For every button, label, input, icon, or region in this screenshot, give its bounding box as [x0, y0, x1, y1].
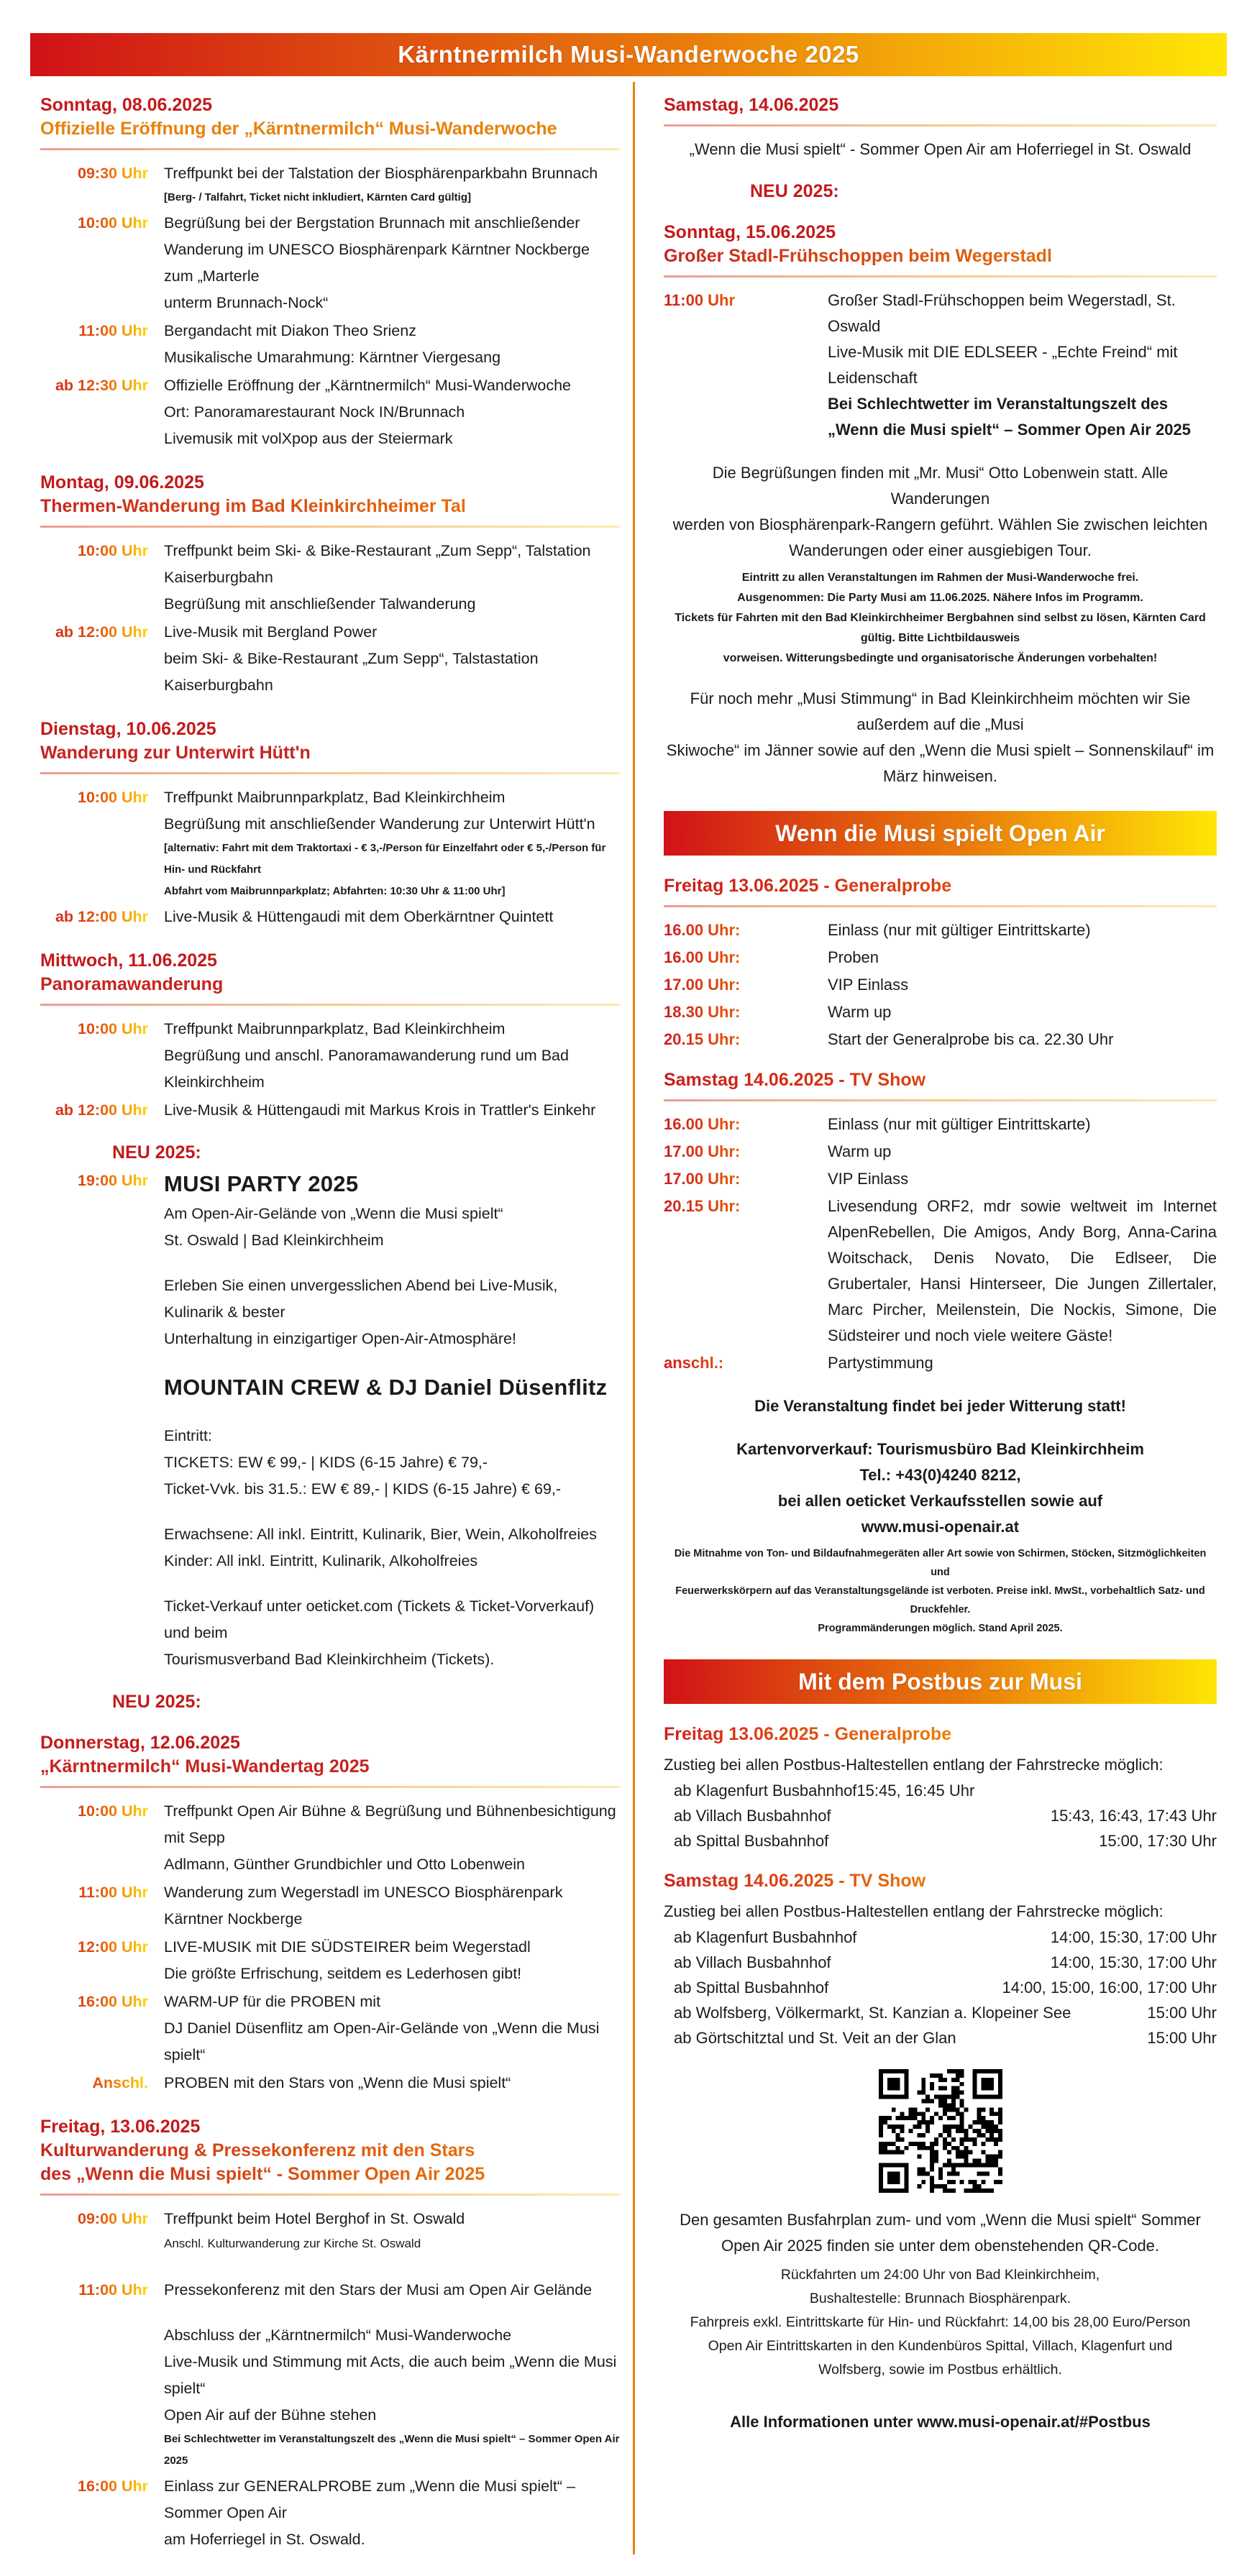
row-line: Die größte Erfrischung, seitdem es Lederhosen gibt!: [164, 1965, 522, 1982]
neu-label: NEU 2025:: [112, 1142, 201, 1163]
day-subtitle: Wanderung zur Unterwirt Hütt'n: [40, 743, 311, 763]
paragraph-line: Wanderungen oder einer ausgiebigen Tour.: [789, 541, 1092, 559]
paragraph-line: bei allen oeticket Verkaufsstellen sowie auf: [777, 1492, 1103, 1510]
bus-stop-times: 14:00, 15:30, 17:00 Uhr: [1050, 1953, 1217, 1971]
day-subtitle: Panoramawanderung: [40, 974, 224, 994]
schedule-row: [664, 1139, 1217, 1165]
time-label: 20.15 Uhr:: [664, 1193, 785, 1349]
row-line: [164, 1352, 620, 1371]
paragraph-line: Kartenvorverkauf: Tourismusbüro Bad Kleinkirchheim: [736, 1440, 1144, 1458]
divider-rule: [40, 1786, 620, 1788]
row-line: TICKETS: EW € 99,- | KIDS (6-15 Jahre) € 79,-: [164, 1454, 488, 1471]
qr-code: [879, 2069, 1002, 2193]
row-line: Bei Schlechtwetter im Veranstaltungszelt des „Wenn die Musi spielt“ – Sommer Open Air 2025: [828, 395, 1191, 439]
paragraph: [664, 460, 1217, 564]
row-lines: [148, 2473, 620, 2553]
schedule-row: [664, 1166, 1217, 1192]
row-line: [164, 1503, 620, 1521]
row-line: Tourismusverband Bad Kleinkirchheim (Tickets).: [164, 1651, 495, 1668]
bus-stop-row: [664, 1828, 1217, 1853]
row-line: Live-Musik und Stimmung mit Acts, die auch beim „Wenn die Musi spielt“: [164, 2353, 617, 2397]
bus-stop-row: [664, 1950, 1217, 1975]
section-banner: [664, 811, 1217, 856]
paragraph-line: Wolfsberg, sowie im Postbus erhältlich.: [818, 2362, 1062, 2378]
row-line: Abfahrt vom Maibrunnparkplatz; Abfahrten: 10:30 Uhr & 11:00 Uhr]: [164, 885, 506, 897]
section-banner-title: Mit dem Postbus zur Musi: [798, 1668, 1082, 1695]
paragraph: [664, 1544, 1217, 1638]
time-label: 16.00 Uhr:: [664, 917, 785, 943]
time-label: 12:00 Uhr: [40, 1934, 148, 1987]
schedule-row: [40, 2070, 620, 2096]
row-line: Warm up: [828, 1003, 892, 1021]
time-label: ab 12:00 Uhr: [40, 904, 148, 930]
row-line: Live-Musik & Hüttengaudi mit dem Oberkärntner Quintett: [164, 908, 554, 925]
subsection-heading: Freitag 13.06.2025 - Generalprobe: [664, 1723, 1217, 1746]
row-line: Treffpunkt beim Ski- & Bike-Restaurant „Zum Sepp“, Talstation Kaiserburgbahn: [164, 542, 591, 586]
time-label: 16:00 Uhr: [40, 2473, 148, 2553]
time-label: 09:00 Uhr: [40, 2206, 148, 2255]
paragraph-line: Für noch mehr „Musi Stimmung“ in Bad Kleinkirchheim möchten wir Sie außerdem auf die „Musi: [690, 689, 1191, 733]
row-line: Ort: Panoramarestaurant Nock IN/Brunnach: [164, 403, 465, 421]
divider-rule: [40, 2194, 620, 2196]
row-line: beim Ski- & Bike-Restaurant „Zum Sepp“, Talstastation Kaiserburgbahn: [164, 650, 539, 694]
row-line: VIP Einlass: [828, 1170, 909, 1188]
bus-stop-times: 15:43, 16:43, 17:43 Uhr: [1050, 1807, 1217, 1825]
row-lines: [148, 2070, 620, 2096]
row-line: MOUNTAIN CREW & DJ Daniel Düsenflitz: [164, 1375, 608, 1400]
day-heading: Sonntag, 08.06.2025: [40, 95, 213, 115]
row-line: Start der Generalprobe bis ca. 22.30 Uhr: [828, 1030, 1114, 1048]
row-line: MUSI PARTY 2025: [164, 1171, 359, 1196]
schedule-row: [40, 160, 620, 208]
row-line: Begrüßung und anschl. Panoramawanderung rund um Bad Kleinkirchheim: [164, 1047, 569, 1091]
time-label: 16.00 Uhr:: [664, 945, 785, 971]
row-line: Begrüßung bei der Bergstation Brunnach mit anschließender: [164, 214, 580, 232]
row-lines: [785, 1350, 1217, 1376]
row-line: Open Air auf der Bühne stehen: [164, 2406, 377, 2424]
paragraph-line: Bushaltestelle: Brunnach Biosphärenpark.: [809, 2291, 1071, 2306]
time-label: 10:00 Uhr: [40, 1016, 148, 1096]
row-lines: [148, 2206, 620, 2255]
paragraph: [664, 1393, 1217, 1419]
bus-stop-row: [664, 1778, 1217, 1803]
subsection-heading: Samstag 14.06.2025 - TV Show: [664, 1068, 1217, 1092]
time-label: ab 12:30 Uhr: [40, 372, 148, 452]
schedule-row: [664, 1111, 1217, 1137]
day-heading: Donnerstag, 12.06.2025: [40, 1733, 240, 1753]
row-lines: [148, 1934, 620, 1987]
paragraph: [664, 137, 1217, 162]
boarding-info: Zustieg bei allen Postbus-Haltestellen entlang der Fahrstrecke möglich:: [664, 1756, 1164, 1774]
row-line: Treffpunkt Maibrunnparkplatz, Bad Kleinkirchheim: [164, 789, 506, 806]
time-label: 16.00 Uhr:: [664, 1111, 785, 1137]
schedule-row: [40, 2277, 620, 2472]
schedule-row: [40, 210, 620, 316]
schedule-row: [40, 1168, 620, 1673]
schedule-row: [664, 945, 1217, 971]
time-label: 10:00 Uhr: [40, 784, 148, 902]
row-lines: [148, 1989, 620, 2068]
row-lines: [785, 1139, 1217, 1165]
left-column: [30, 82, 633, 2554]
schedule-row: [664, 999, 1217, 1025]
row-lines: [785, 945, 1217, 971]
paragraph-line: Die Mitnahme von Ton- und Bildaufnahmegeräten aller Art sowie von Schirmen, Stöcken, Sitzmöglichkeiten und: [674, 1548, 1207, 1578]
paragraph-line: Alle Informationen unter www.musi-openair.at/#Postbus: [730, 2413, 1151, 2431]
bus-stop-times: 15:45, 16:45 Uhr: [856, 1782, 975, 1800]
paragraph-line: Tickets für Fahrten mit den Bad Kleinkirchheimer Bergbahnen sind selbst zu lösen, Kärnten Card gültig. Bitte Lichtbildausweis: [675, 612, 1206, 644]
row-line: Einlass zur GENERALPROBE zum „Wenn die Musi spielt“ – Sommer Open Air: [164, 2478, 575, 2521]
neu-label: NEU 2025:: [112, 1692, 201, 1712]
paragraph-line: vorweisen. Witterungsbedingte und organisatorische Änderungen vorbehalten!: [723, 652, 1158, 664]
schedule-row: [40, 1879, 620, 1933]
row-line: VIP Einlass: [828, 976, 909, 994]
row-lines: [785, 999, 1217, 1025]
divider-rule: [664, 1099, 1217, 1101]
row-line: Treffpunkt Open Air Bühne & Begrüßung und Bühnenbesichtigung mit Sepp: [164, 1802, 616, 1846]
day-subtitle: Thermen-Wanderung im Bad Kleinkirchheimer Tal: [40, 495, 620, 518]
paragraph-line: Ausgenommen: Die Party Musi am 11.06.2025. Nähere Infos im Programm.: [737, 592, 1143, 604]
row-lines: [785, 1166, 1217, 1192]
qr-code-container: [664, 2069, 1217, 2193]
row-lines: [148, 1016, 620, 1096]
paragraph-line: Die Veranstaltung findet bei jeder Witterung statt!: [754, 1397, 1126, 1415]
day-subtitle: des „Wenn die Musi spielt“ - Sommer Open Air 2025: [40, 2163, 620, 2186]
row-line: Livemusik mit volXpop aus der Steiermark: [164, 430, 453, 447]
row-line: Partystimmung: [828, 1354, 933, 1372]
row-line: Bei Schlechtwetter im Veranstaltungszelt des „Wenn die Musi spielt“ – Sommer Open Air 2025: [164, 2433, 620, 2467]
schedule-row: [40, 1097, 620, 1124]
time-label: 11:00 Uhr: [40, 318, 148, 371]
row-line: LIVE-MUSIK mit DIE SÜDSTEIRER beim Wegerstadl: [164, 1938, 531, 1956]
row-line: DJ Daniel Düsenflitz am Open-Air-Gelände von „Wenn die Musi spielt“: [164, 2020, 600, 2063]
schedule-row: [40, 2206, 620, 2255]
bus-stop-times: 15:00 Uhr: [1147, 2004, 1217, 2022]
row-line: am Hoferriegel in St. Oswald.: [164, 2531, 365, 2548]
time-label: 10:00 Uhr: [40, 1798, 148, 1878]
section-banner-title: Wenn die Musi spielt Open Air: [775, 820, 1105, 846]
row-line: Treffpunkt beim Hotel Berghof in St. Oswald: [164, 2210, 465, 2227]
schedule-row: [40, 1934, 620, 1987]
day-heading: Mittwoch, 11.06.2025: [40, 950, 217, 971]
time-label: 19:00 Uhr: [40, 1168, 148, 1673]
schedule-row: [664, 1350, 1217, 1376]
schedule-row: [40, 784, 620, 902]
bus-stop-times: 14:00, 15:00, 16:00, 17:00 Uhr: [1002, 1979, 1217, 1997]
row-lines: [785, 1193, 1217, 1349]
day-subtitle: „Kärntnermilch“ Musi-Wandertag 2025: [40, 1756, 370, 1777]
schedule-row: [40, 1798, 620, 1878]
schedule-row: [40, 372, 620, 452]
schedule-row: [40, 619, 620, 699]
row-line: Erleben Sie einen unvergesslichen Abend bei Live-Musik, Kulinarik & bester: [164, 1277, 558, 1321]
schedule-row: [40, 1016, 620, 1096]
row-lines: [148, 784, 620, 902]
row-line: Einlass (nur mit gültiger Eintrittskarte): [828, 1115, 1091, 1133]
paragraph-line: Open Air Eintrittskarten in den Kundenbüros Spittal, Villach, Klagenfurt und: [708, 2338, 1173, 2354]
row-lines: [148, 372, 620, 452]
schedule-row: [40, 2473, 620, 2553]
row-line: Musikalische Umarahmung: Kärntner Viergesang: [164, 349, 501, 366]
row-lines: [148, 1168, 620, 1673]
schedule-row: [664, 1193, 1217, 1349]
two-column-layout: [30, 82, 1227, 2554]
row-line: Adlmann, Günther Grundbichler und Otto Lobenwein: [164, 1856, 525, 1873]
bus-stop-name: ab Klagenfurt Busbahnhof: [674, 1782, 857, 1800]
day-subtitle: Großer Stadl-Frühschoppen beim Wegerstadl: [664, 244, 1217, 268]
bus-stop-name: ab Spittal Busbahnhof: [674, 1979, 829, 1997]
schedule-row: [40, 904, 620, 930]
row-line: Einlass (nur mit gültiger Eintrittskarte): [828, 921, 1091, 939]
row-lines: [785, 972, 1217, 998]
row-line: Live-Musik & Hüttengaudi mit Markus Krois in Trattler's Einkehr: [164, 1101, 596, 1119]
row-line: Begrüßung mit anschließender Talwanderung: [164, 595, 476, 613]
day-heading: Sonntag, 15.06.2025: [664, 222, 836, 242]
time-label: 10:00 Uhr: [40, 210, 148, 316]
time-label: anschl.:: [664, 1350, 785, 1376]
row-line: [164, 1404, 620, 1423]
schedule-row: [40, 1989, 620, 2068]
row-line: Kinder: All inkl. Eintritt, Kulinarik, Alkoholfreies: [164, 1552, 478, 1569]
bus-stop-row: [664, 1925, 1217, 1950]
bus-stop-list: [664, 1925, 1217, 2050]
row-lines: [148, 2277, 620, 2472]
row-line: Live-Musik mit Bergland Power: [164, 623, 378, 641]
day-subtitle: Offizielle Eröffnung der „Kärntnermilch“ Musi-Wanderwoche: [40, 119, 557, 139]
divider-rule: [664, 124, 1217, 127]
schedule-row: [664, 288, 1217, 443]
row-line: Am Open-Air-Gelände von „Wenn die Musi spielt“: [164, 1205, 503, 1222]
time-label: 17.00 Uhr:: [664, 972, 785, 998]
row-line: Bergandacht mit Diakon Theo Srienz: [164, 322, 416, 339]
row-line: St. Oswald | Bad Kleinkirchheim: [164, 1232, 384, 1249]
day-heading: Samstag, 14.06.2025: [664, 95, 839, 115]
bus-stop-row: [664, 1803, 1217, 1828]
time-label: 09:30 Uhr: [40, 160, 148, 208]
row-lines: [785, 1111, 1217, 1137]
bus-stop-name: ab Wolfsberg, Völkermarkt, St. Kanzian a. Klopeiner See: [674, 2004, 1071, 2022]
row-line: Eintritt:: [164, 1427, 212, 1444]
row-lines: [148, 1798, 620, 1878]
row-line: [164, 1254, 620, 1273]
time-label: ab 12:00 Uhr: [40, 1097, 148, 1124]
row-line: Pressekonferenz mit den Stars der Musi am Open Air Gelände: [164, 2281, 593, 2298]
time-label: 16:00 Uhr: [40, 1989, 148, 2068]
row-line: Warm up: [828, 1142, 892, 1160]
paragraph-line: Skiwoche“ im Jänner sowie auf den „Wenn die Musi spielt – Sonnenskilauf“ im März hinweisen.: [666, 741, 1215, 785]
bus-stop-row: [664, 2000, 1217, 2025]
row-line: [164, 2304, 620, 2322]
time-label: 18.30 Uhr:: [664, 999, 785, 1025]
row-line: Wanderung zum Wegerstadl im UNESCO Biosphärenpark Kärntner Nockberge: [164, 1884, 563, 1928]
row-line: Treffpunkt bei der Talstation der Biosphärenparkbahn Brunnach: [164, 165, 598, 182]
right-column: [633, 82, 1227, 2554]
paragraph: [664, 2207, 1217, 2259]
schedule-row: [40, 318, 620, 371]
row-lines: [148, 904, 620, 930]
row-lines: [148, 160, 620, 208]
paragraph-line: Programmänderungen möglich. Stand April 2025.: [818, 1623, 1063, 1634]
row-line: Ticket-Verkauf unter oeticket.com (Tickets & Ticket-Vorverkauf) und beim: [164, 1598, 595, 1641]
section-banner: [664, 1659, 1217, 1704]
divider-rule: [40, 772, 620, 774]
row-line: Treffpunkt Maibrunnparkplatz, Bad Kleinkirchheim: [164, 1020, 506, 1037]
schedule-row: [40, 538, 620, 618]
row-line: Anschl. Kulturwanderung zur Kirche St. Oswald: [164, 2237, 421, 2250]
subsection-heading: Samstag 14.06.2025 - TV Show: [664, 1869, 1217, 1893]
row-line: Unterhaltung in einzigartiger Open-Air-Atmosphäre!: [164, 1330, 516, 1347]
page-title: Kärntnermilch Musi-Wanderwoche 2025: [398, 41, 859, 68]
paragraph-line: Eintritt zu allen Veranstaltungen im Rahmen der Musi-Wanderwoche frei.: [741, 572, 1139, 584]
row-line: Wanderung im UNESCO Biosphärenpark Kärntner Nockberge zum „Marterle: [164, 241, 590, 285]
bus-stop-times: 14:00, 15:30, 17:00 Uhr: [1050, 1928, 1217, 1946]
paragraph-line: Den gesamten Busfahrplan zum- und vom „Wenn die Musi spielt“ Sommer: [680, 2211, 1201, 2229]
boarding-info: Zustieg bei allen Postbus-Haltestellen entlang der Fahrstrecke möglich:: [664, 1902, 1164, 1920]
paragraph-line: Die Begrüßungen finden mit „Mr. Musi“ Otto Lobenwein statt. Alle Wanderungen: [712, 464, 1169, 508]
divider-rule: [40, 526, 620, 528]
divider-rule: [664, 905, 1217, 907]
row-line: Livesendung ORF2, mdr sowie weltweit im Internet AlpenRebellen, Die Amigos, Andy Borg, Anna-Carina Woitschack, Denis Novato, Die Edlseer, Die Grubertaler, Hansi Hinterseer, Die Jungen Zillertaler, Marc Pircher, Meilenstein, Die Nockis, Simone, Die Südsteirer und noch viele weitere Gäste!: [828, 1197, 1217, 1344]
day-heading: Dienstag, 10.06.2025: [40, 719, 216, 739]
row-line: Abschluss der „Kärntnermilch“ Musi-Wanderwoche: [164, 2327, 512, 2344]
spacer: [40, 2257, 620, 2275]
divider-rule: [40, 1004, 620, 1006]
schedule-row: [664, 917, 1217, 943]
row-line: Ticket-Vvk. bis 31.5.: EW € 89,- | KIDS (6-15 Jahre) € 69,-: [164, 1480, 562, 1498]
day-heading: Freitag, 13.06.2025: [40, 2117, 201, 2137]
paragraph: [664, 568, 1217, 669]
row-lines: [148, 619, 620, 699]
row-line: Großer Stadl-Frühschoppen beim Wegerstadl, St. Oswald: [828, 291, 1176, 335]
day-heading: Montag, 09.06.2025: [40, 472, 204, 492]
time-label: 11:00 Uhr: [664, 288, 785, 443]
paragraph-line: Feuerwerkskörpern auf das Veranstaltungsgelände ist verboten. Preise inkl. MwSt., vorbehaltlich Satz- und Druckfehler.: [675, 1585, 1205, 1615]
subsection-heading: Freitag 13.06.2025 - Generalprobe: [664, 874, 1217, 898]
bus-stop-name: ab Villach Busbahnhof: [674, 1953, 831, 1971]
row-line: Live-Musik mit DIE EDLSEER - „Echte Freind“ mit Leidenschaft: [828, 343, 1178, 387]
bus-stop-name: ab Klagenfurt Busbahnhof: [674, 1928, 857, 1946]
row-lines: [148, 210, 620, 316]
row-line: WARM-UP für die PROBEN mit: [164, 1993, 381, 2010]
divider-rule: [664, 275, 1217, 278]
schedule-row: [664, 1027, 1217, 1053]
paragraph-line: Rückfahrten um 24:00 Uhr von Bad Kleinkirchheim,: [780, 2267, 1100, 2283]
time-label: 10:00 Uhr: [40, 538, 148, 618]
bus-stop-row: [664, 2025, 1217, 2050]
spacer: [664, 2386, 1217, 2405]
row-line: unterm Brunnach-Nock“: [164, 294, 329, 311]
time-label: ab 12:00 Uhr: [40, 619, 148, 699]
divider-rule: [40, 148, 620, 150]
time-label: 20.15 Uhr:: [664, 1027, 785, 1053]
paragraph: [664, 2263, 1217, 2382]
row-lines: [148, 1097, 620, 1124]
time-label: 17.00 Uhr:: [664, 1166, 785, 1192]
row-lines: [785, 288, 1217, 443]
schedule-row: [664, 972, 1217, 998]
row-lines: [785, 917, 1217, 943]
bus-stop-list: [664, 1778, 1217, 1853]
paragraph-line: Tel.: +43(0)4240 8212,: [859, 1466, 1021, 1484]
paragraph: [664, 2409, 1217, 2435]
time-label: 17.00 Uhr:: [664, 1139, 785, 1165]
bus-stop-times: 15:00 Uhr: [1147, 2029, 1217, 2047]
bus-stop-name: ab Görtschitztal und St. Veit an der Glan: [674, 2029, 956, 2047]
row-lines: [148, 1879, 620, 1933]
paragraph-line: Fahrpreis exkl. Eintrittskarte für Hin- und Rückfahrt: 14,00 bis 28,00 Euro/Person: [690, 2314, 1191, 2330]
row-line: Proben: [828, 948, 879, 966]
paragraph-line: Open Air 2025 finden sie unter dem obenstehenden QR-Code.: [721, 2237, 1160, 2255]
paragraph-line: www.musi-openair.at: [861, 1518, 1020, 1536]
row-line: [Berg- / Talfahrt, Ticket nicht inkludiert, Kärnten Card gültig]: [164, 191, 471, 203]
day-subtitle: Kulturwanderung & Pressekonferenz mit den Stars: [40, 2139, 620, 2163]
paragraph: [664, 1436, 1217, 1540]
row-line: PROBEN mit den Stars von „Wenn die Musi spielt“: [164, 2074, 511, 2091]
row-lines: [148, 538, 620, 618]
row-line: [164, 1575, 620, 1593]
row-line: Offizielle Eröffnung der „Kärntnermilch“ Musi-Wanderwoche: [164, 377, 572, 394]
paragraph: [664, 686, 1217, 789]
paragraph-line: „Wenn die Musi spielt“ - Sommer Open Air am Hoferriegel in St. Oswald: [689, 140, 1192, 158]
bus-stop-times: 15:00, 17:30 Uhr: [1099, 1832, 1217, 1850]
title-banner: [30, 33, 1227, 76]
row-lines: [148, 318, 620, 371]
neu-label: NEU 2025:: [750, 181, 839, 201]
row-lines: [785, 1027, 1217, 1053]
time-label: 11:00 Uhr: [40, 1879, 148, 1933]
paragraph-line: werden von Biosphärenpark-Rangern geführt. Wählen Sie zwischen leichten: [672, 515, 1208, 533]
bus-stop-name: ab Spittal Busbahnhof: [674, 1832, 829, 1850]
row-line: Begrüßung mit anschließender Wanderung zur Unterwirt Hütt'n: [164, 815, 595, 833]
time-label: 11:00 Uhr: [40, 2277, 148, 2472]
bus-stop-name: ab Villach Busbahnhof: [674, 1807, 831, 1825]
row-line: [alternativ: Fahrt mit dem Traktortaxi - € 3,-/Person für Einzelfahrt oder € 5,-/Person für Hin- und Rückfahrt: [164, 842, 606, 876]
row-line: Erwachsene: All inkl. Eintritt, Kulinarik, Bier, Wein, Alkoholfreies: [164, 1526, 597, 1543]
time-label: Anschl.: [40, 2070, 148, 2096]
bus-stop-row: [664, 1975, 1217, 2000]
